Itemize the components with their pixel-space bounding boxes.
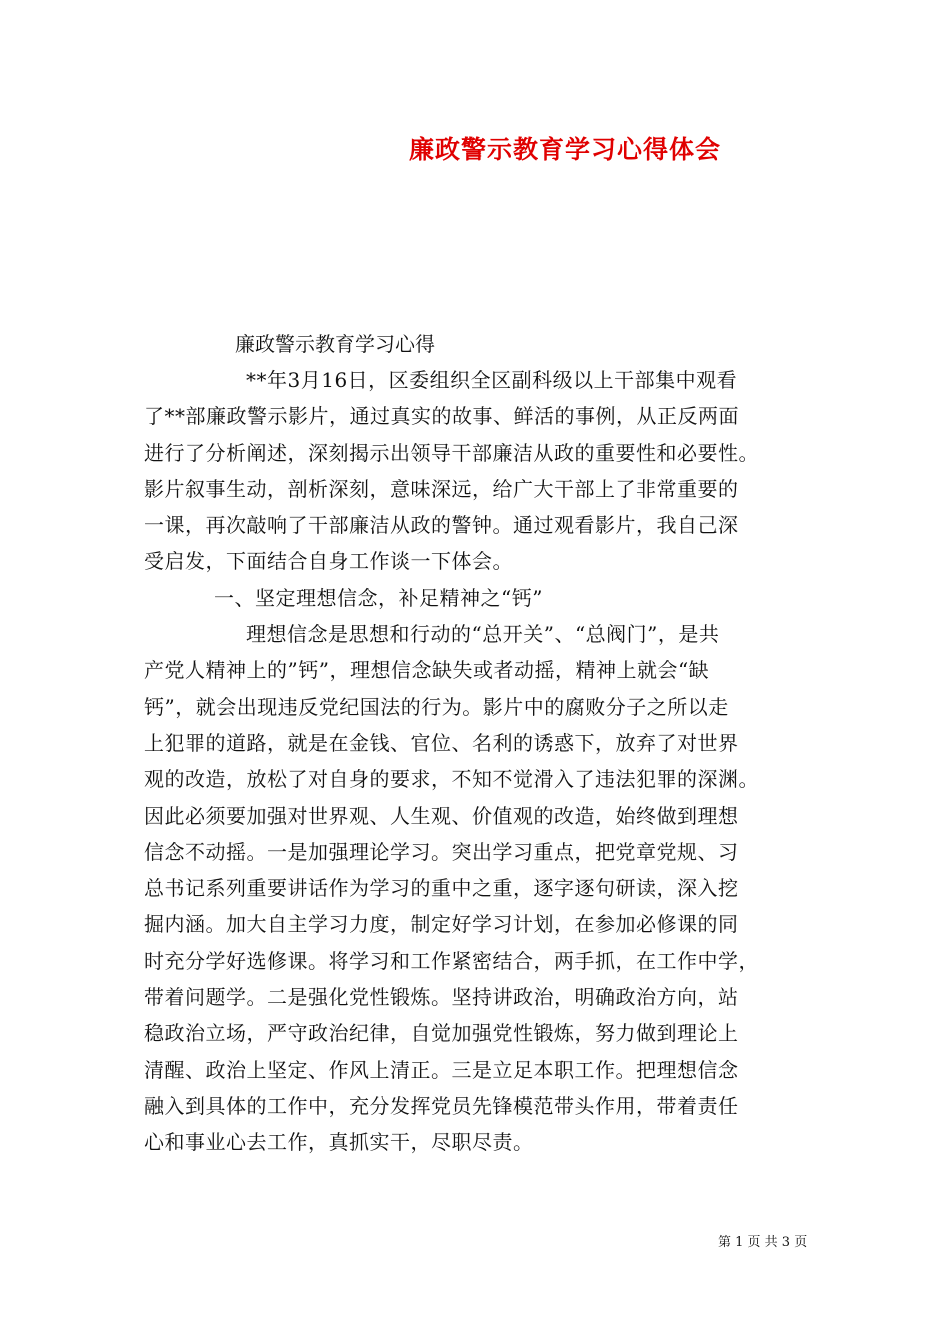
paragraph-2-line: 掘内涵。加大自主学习力度，制定好学习计划，在参加必修课的同: [144, 912, 739, 937]
paragraph-1-line: **年3月16日，区委组织全区副科级以上干部集中观看: [246, 368, 738, 392]
paragraph-2-line: 钙”，就会出现违反党纪国法的行为。影片中的腐败分子之所以走: [144, 694, 729, 719]
paragraph-2-line: 理想信念是思想和行动的“总开关”、“总阀门”，是共: [246, 622, 720, 647]
paragraph-2-line: 产党人精神上的”钙”，理想信念缺失或者动摇，精神上就会“缺: [144, 658, 710, 683]
paragraph-1-line: 影片叙事生动，剖析深刻，意味深远，给广大干部上了非常重要的: [144, 476, 739, 501]
section-heading: 一、坚定理想信念，补足精神之“钙”: [214, 585, 543, 610]
paragraph-2-line: 稳政治立场，严守政治纪律，自觉加强党性锻炼，努力做到理论上: [144, 1021, 739, 1046]
page-number: 第 1 页 共 3 页: [718, 1235, 808, 1250]
paragraph-2-line: 融入到具体的工作中，充分发挥党员先锋模范带头作用，带着责任: [144, 1093, 739, 1118]
paragraph-2-line: 带着问题学。二是强化党性锻炼。坚持讲政治，明确政治方向，站: [144, 985, 739, 1010]
paragraph-1-line: 进行了分析阐述，深刻揭示出领导干部廉洁从政的重要性和必要性。: [144, 440, 759, 465]
paragraph-1-line: 了**部廉政警示影片，通过真实的故事、鲜活的事例，从正反两面: [144, 404, 739, 429]
paragraph-2-line: 清醒、政治上坚定、作风上清正。三是立足本职工作。把理想信念: [144, 1057, 739, 1082]
paragraph-2-line: 总书记系列重要讲话作为学习的重中之重，逐字逐句研读，深入挖: [144, 876, 739, 901]
document-body: [144, 362, 810, 1161]
paragraph-2-line: 信念不动摇。一是加强理论学习。突出学习重点，把党章党规、习: [144, 839, 739, 864]
paragraph-2-line: 上犯罪的道路，就是在金钱、官位、名利的诱惑下，放弃了对世界: [144, 730, 739, 755]
document-subtitle: 廉政警示教育学习心得: [235, 332, 435, 356]
paragraph-2-line: 心和事业心去工作，真抓实干，尽职尽责。: [144, 1130, 534, 1155]
document-title: 廉政警示教育学习心得体会: [408, 135, 721, 164]
paragraph-2-line: 时充分学好选修课。将学习和工作紧密结合，两手抓，在工作中学，: [144, 948, 759, 973]
paragraph-2-line: 因此必须要加强对世界观、人生观、价值观的改造，始终做到理想: [144, 803, 739, 828]
paragraph-1-line: 一课，再次敲响了干部廉洁从政的警钟。通过观看影片，我自己深: [144, 513, 739, 538]
paragraph-1-line: 受启发，下面结合自身工作谈一下体会。: [144, 549, 513, 574]
paragraph-2-line: 观的改造，放松了对自身的要求，不知不觉滑入了违法犯罪的深渊。: [144, 767, 759, 792]
